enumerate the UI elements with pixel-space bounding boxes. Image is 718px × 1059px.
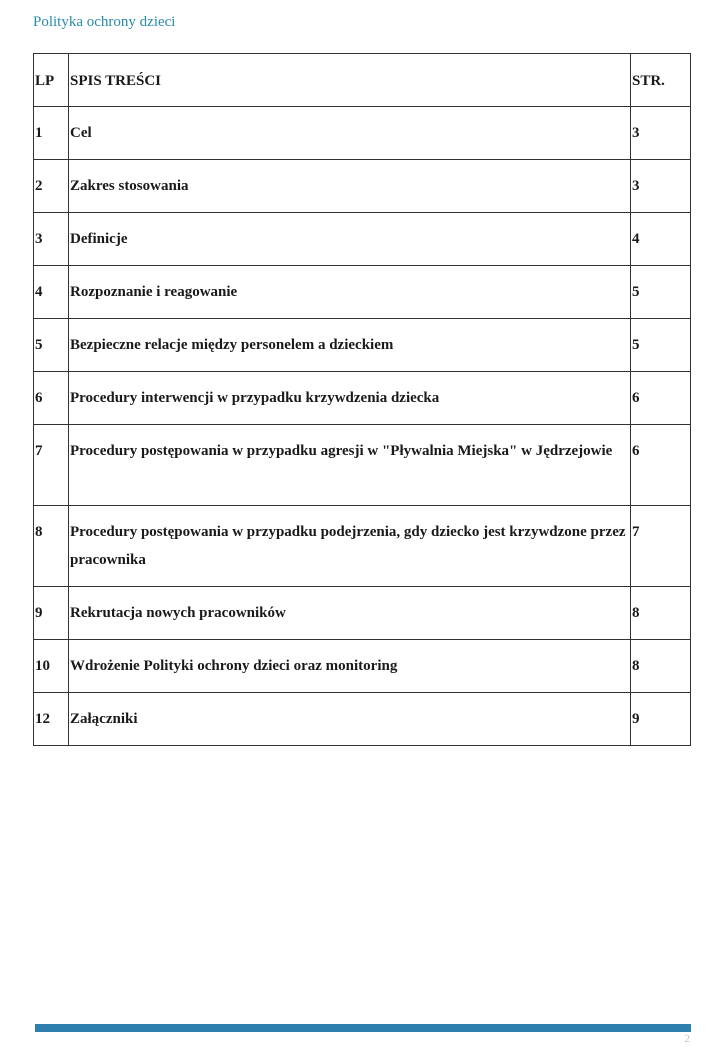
row-page: 6: [631, 425, 691, 506]
row-title: Procedury postępowania w przypadku agresji w "Pływalnia Miejska" w Jędrzejowie: [69, 425, 631, 506]
header-page: STR.: [631, 54, 691, 107]
row-page: 3: [631, 107, 691, 160]
table-row: [34, 266, 691, 319]
row-title: Załączniki: [69, 693, 631, 746]
table-row: [34, 425, 691, 506]
footer-bar: [35, 1024, 691, 1032]
row-page: 6: [631, 372, 691, 425]
row-lp: 6: [34, 372, 69, 425]
page-number: 2: [684, 1033, 690, 1045]
table-row: [34, 213, 691, 266]
row-page: 9: [631, 693, 691, 746]
header-lp: LP: [34, 54, 69, 107]
row-title: Definicje: [69, 213, 631, 266]
table-header-row: [34, 54, 691, 107]
row-lp: 8: [34, 506, 69, 587]
row-page: 8: [631, 587, 691, 640]
row-title: Zakres stosowania: [69, 160, 631, 213]
row-title: Cel: [69, 107, 631, 160]
row-page: 3: [631, 160, 691, 213]
row-title: Rozpoznanie i reagowanie: [69, 266, 631, 319]
row-lp: 7: [34, 425, 69, 506]
row-lp: 9: [34, 587, 69, 640]
row-page: 5: [631, 319, 691, 372]
row-lp: 2: [34, 160, 69, 213]
row-title: Bezpieczne relacje między personelem a dzieckiem: [69, 319, 631, 372]
table-row: [34, 587, 691, 640]
document-header-title: Polityka ochrony dzieci: [33, 14, 176, 30]
row-lp: 1: [34, 107, 69, 160]
row-page: 5: [631, 266, 691, 319]
row-lp: 5: [34, 319, 69, 372]
table-row: [34, 160, 691, 213]
table-row: [34, 640, 691, 693]
row-page: 7: [631, 506, 691, 587]
header-title: SPIS TREŚCI: [69, 54, 631, 107]
row-lp: 4: [34, 266, 69, 319]
table-row: [34, 319, 691, 372]
row-title: Procedury postępowania w przypadku podejrzenia, gdy dziecko jest krzywdzone przez pracownika: [69, 506, 631, 587]
table-row: [34, 372, 691, 425]
row-page: 8: [631, 640, 691, 693]
row-lp: 10: [34, 640, 69, 693]
row-title: Rekrutacja nowych pracowników: [69, 587, 631, 640]
row-title: Procedury interwencji w przypadku krzywdzenia dziecka: [69, 372, 631, 425]
row-page: 4: [631, 213, 691, 266]
table-of-contents: [33, 53, 691, 746]
table-row: [34, 107, 691, 160]
row-title: Wdrożenie Polityki ochrony dzieci oraz monitoring: [69, 640, 631, 693]
row-lp: 3: [34, 213, 69, 266]
table-row: [34, 693, 691, 746]
row-lp: 12: [34, 693, 69, 746]
table-row: [34, 506, 691, 587]
